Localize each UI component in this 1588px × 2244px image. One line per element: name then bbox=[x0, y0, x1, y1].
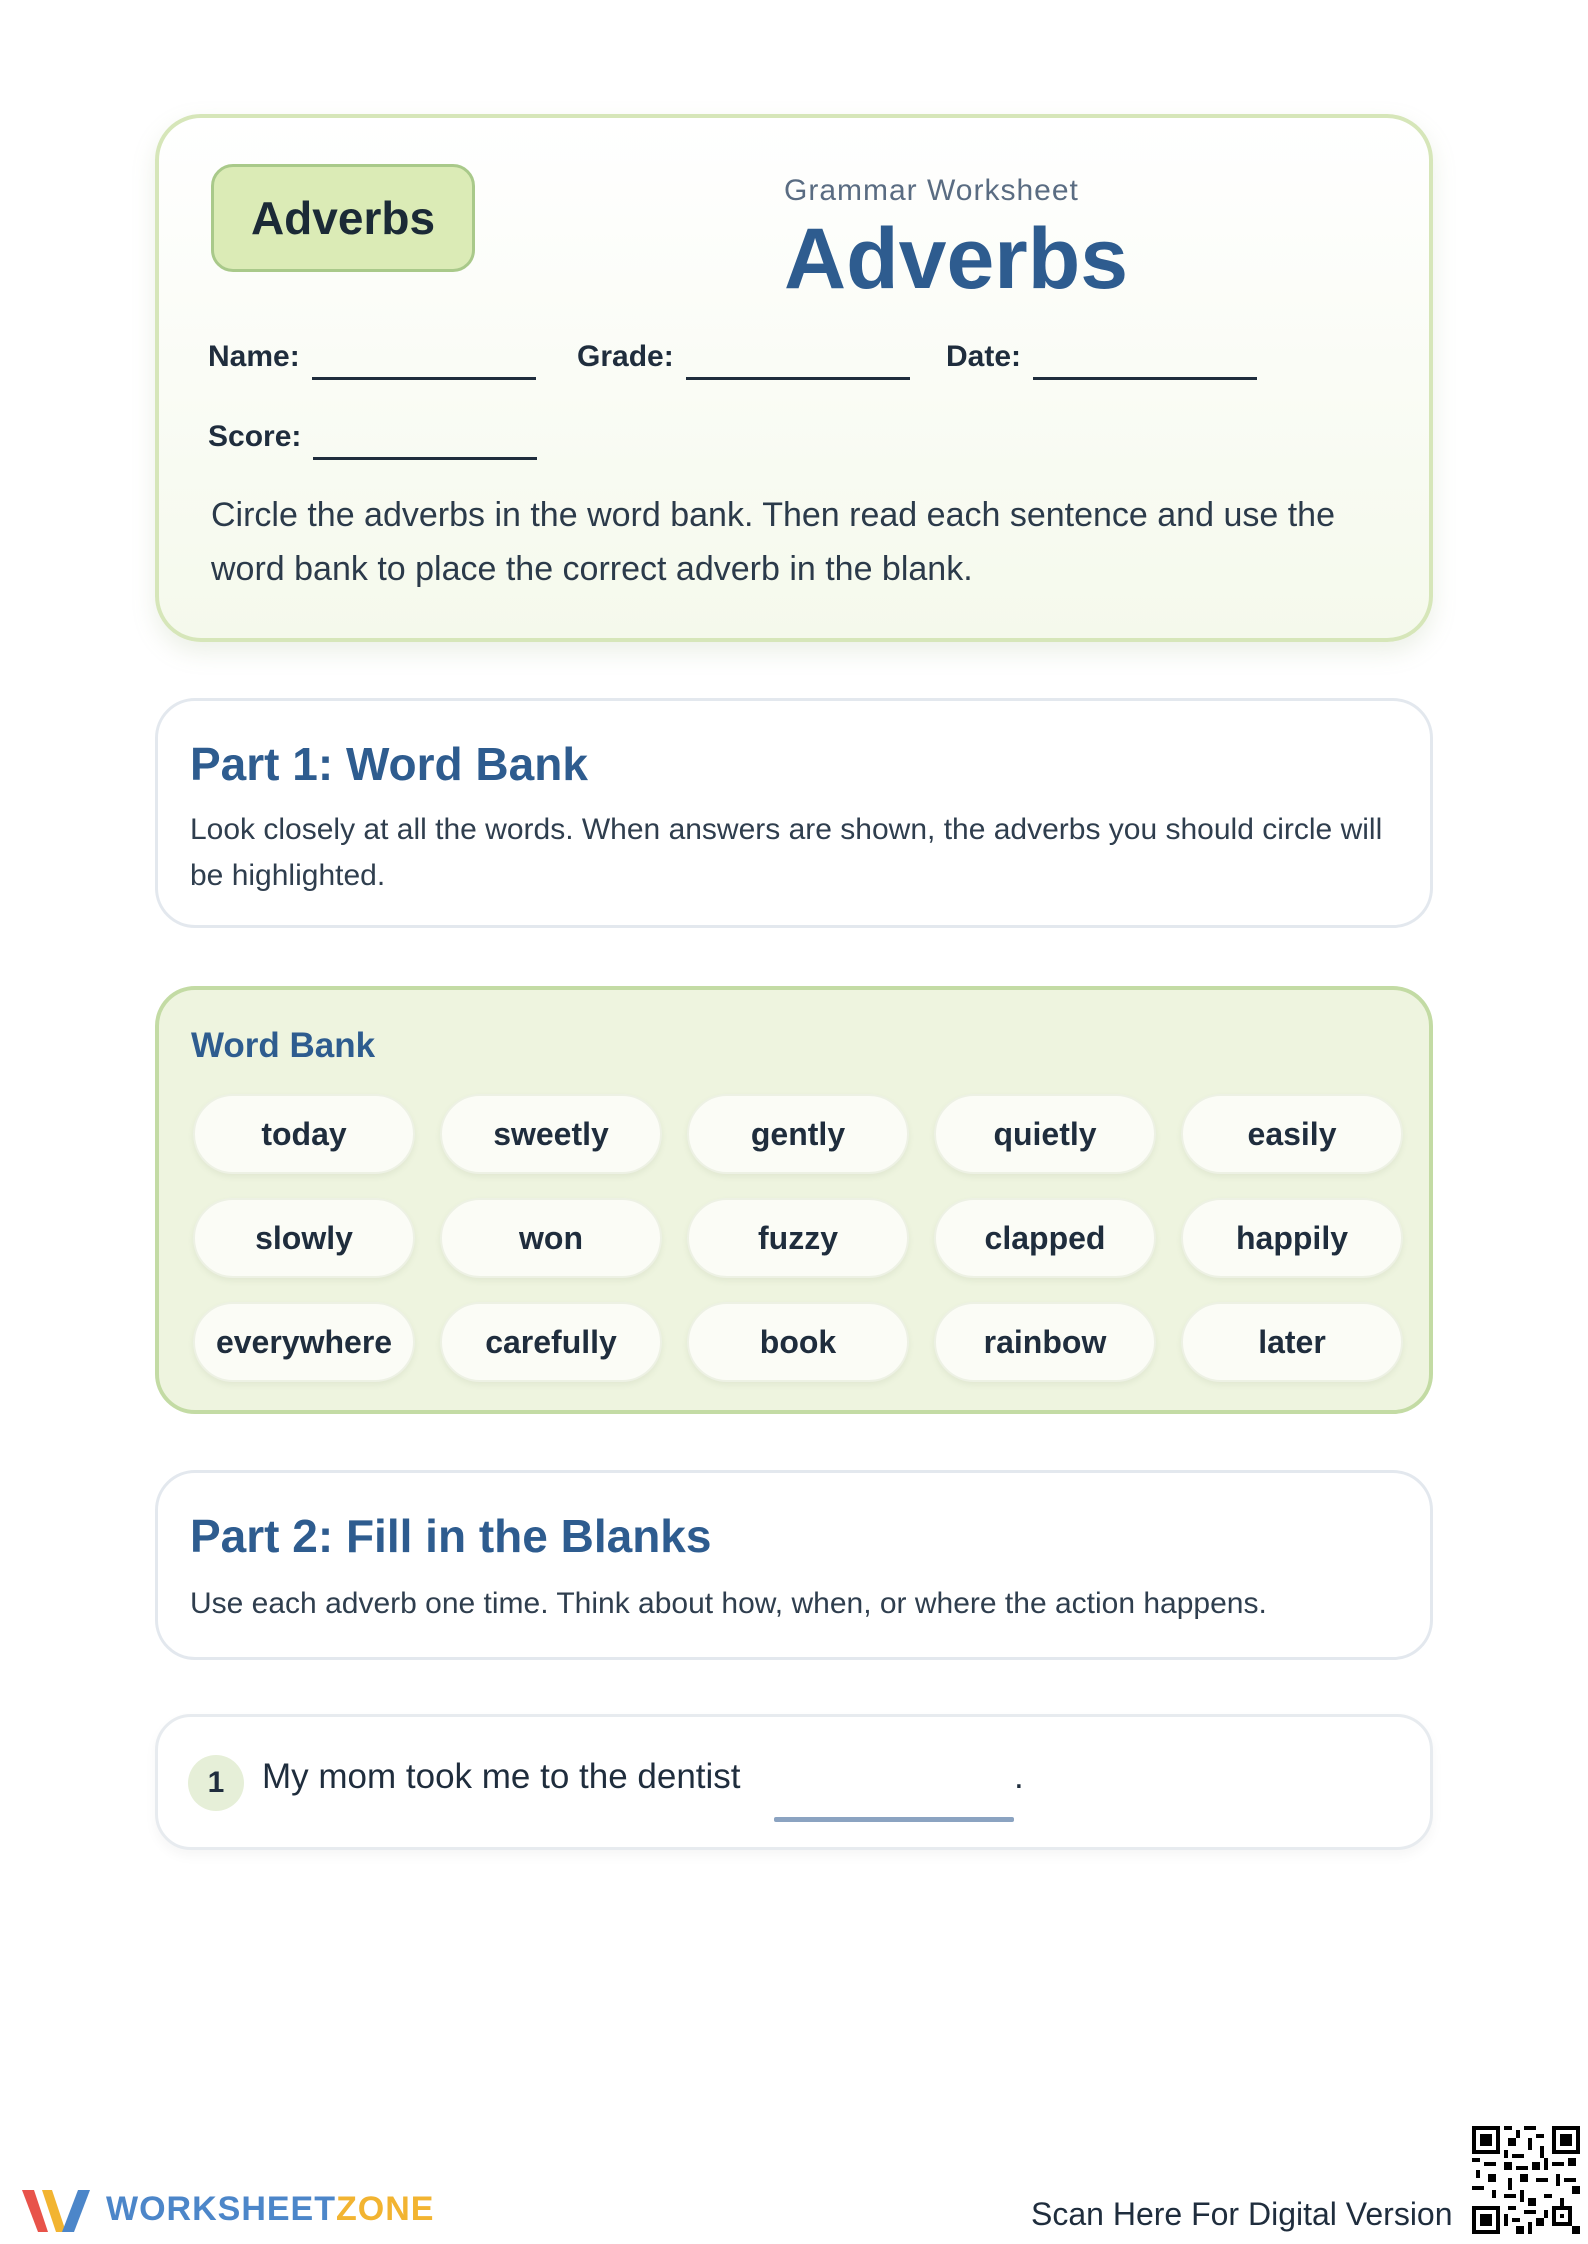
part2-title: Part 2: Fill in the Blanks bbox=[190, 1510, 712, 1562]
worksheet-kicker: Grammar Worksheet bbox=[784, 174, 1079, 207]
word-chip[interactable]: gently bbox=[687, 1094, 909, 1174]
part1-description: Look closely at all the words. When answers are shown, the adverbs you should circle will be highlighted. bbox=[190, 813, 1383, 892]
brand-part-zone: ZONE bbox=[336, 2190, 435, 2228]
worksheet-header bbox=[155, 114, 1433, 642]
date-field bbox=[946, 340, 1257, 374]
word-chip[interactable]: carefully bbox=[440, 1302, 662, 1382]
word-chip[interactable]: book bbox=[687, 1302, 909, 1382]
worksheetzone-logo-icon bbox=[18, 2182, 96, 2238]
score-label: Score: bbox=[208, 420, 302, 453]
part2-card bbox=[155, 1470, 1433, 1660]
word-chip[interactable]: later bbox=[1181, 1302, 1403, 1382]
word-chip[interactable]: won bbox=[440, 1198, 662, 1278]
word-chip[interactable]: clapped bbox=[934, 1198, 1156, 1278]
qr-code-icon[interactable] bbox=[1472, 2126, 1580, 2234]
instructions-text: Circle the adverbs in the word bank. Then read each sentence and use the word bank to place the correct adverb in the blank. bbox=[211, 496, 1335, 588]
word-chip[interactable]: today bbox=[193, 1094, 415, 1174]
word-chip[interactable]: fuzzy bbox=[687, 1198, 909, 1278]
word-chip[interactable]: slowly bbox=[193, 1198, 415, 1278]
topic-badge: Adverbs bbox=[211, 164, 475, 272]
date-label: Date: bbox=[946, 340, 1022, 373]
question-card bbox=[155, 1714, 1433, 1850]
word-chip[interactable]: sweetly bbox=[440, 1094, 662, 1174]
answer-blank[interactable] bbox=[774, 1817, 1014, 1822]
word-bank-title: Word Bank bbox=[191, 1026, 376, 1065]
word-chip[interactable]: everywhere bbox=[193, 1302, 415, 1382]
part1-title: Part 1: Word Bank bbox=[190, 738, 588, 790]
word-bank-chips bbox=[193, 1094, 1403, 1382]
question-number: 1 bbox=[188, 1755, 244, 1811]
word-chip[interactable]: quietly bbox=[934, 1094, 1156, 1174]
brand-part-worksheet: WORKSHEET bbox=[106, 2190, 336, 2228]
part1-card bbox=[155, 698, 1433, 928]
word-bank bbox=[155, 986, 1433, 1414]
grade-field bbox=[577, 340, 910, 374]
scan-instruction: Scan Here For Digital Version bbox=[1031, 2196, 1453, 2232]
name-field bbox=[208, 340, 536, 374]
word-chip[interactable]: easily bbox=[1181, 1094, 1403, 1174]
word-chip[interactable]: happily bbox=[1181, 1198, 1403, 1278]
date-blank[interactable] bbox=[1033, 377, 1257, 380]
question-end: . bbox=[1014, 1757, 1024, 1796]
name-label: Name: bbox=[208, 340, 300, 373]
name-blank[interactable] bbox=[312, 377, 536, 380]
question-text: My mom took me to the dentist bbox=[262, 1757, 741, 1796]
score-blank[interactable] bbox=[313, 457, 537, 460]
grade-blank[interactable] bbox=[686, 377, 910, 380]
word-chip[interactable]: rainbow bbox=[934, 1302, 1156, 1382]
page-title: Adverbs bbox=[784, 211, 1129, 307]
grade-label: Grade: bbox=[577, 340, 674, 373]
score-field bbox=[208, 420, 537, 454]
part2-description: Use each adverb one time. Think about how, when, or where the action happens. bbox=[190, 1587, 1267, 1620]
brand-name[interactable] bbox=[106, 2190, 434, 2229]
